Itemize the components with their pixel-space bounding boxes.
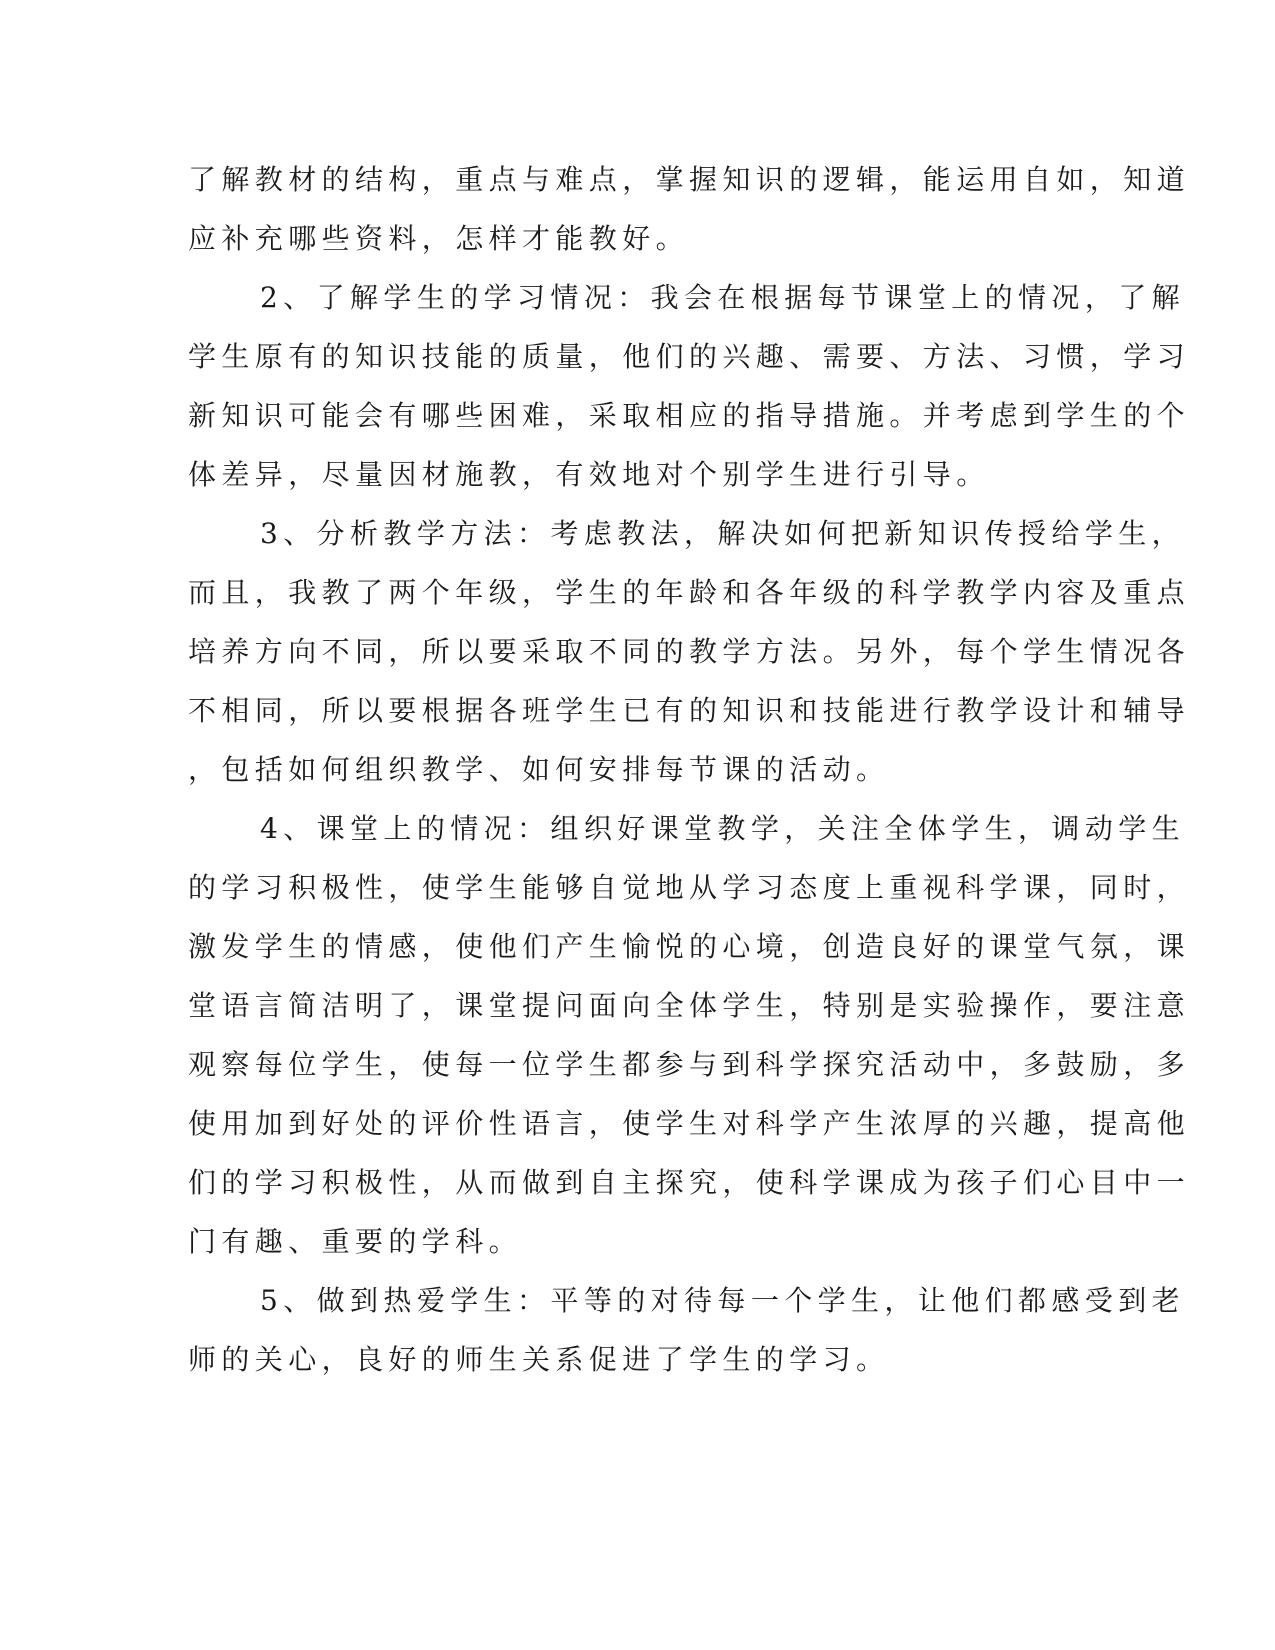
text-line: 们的学习积极性，从而做到自主探究，使科学课成为孩子们心目中一: [188, 1166, 1191, 1199]
text-line: 学生原有的知识技能的质量，他们的兴趣、需要、方法、习惯，学习: [188, 340, 1191, 373]
text-line: 师的关心，良好的师生关系促进了学生的学习。: [188, 1343, 890, 1376]
text-line: 使用加到好处的评价性语言，使学生对科学产生浓厚的兴趣，提高他: [188, 1107, 1191, 1140]
paragraph-4-first-line: 4、课堂上的情况：组织好课堂教学，关注全体学生，调动学生: [260, 812, 1186, 845]
text-line: 应补充哪些资料，怎样才能教好。: [188, 222, 690, 255]
text-line: 而且，我教了两个年级，学生的年龄和各年级的科学教学内容及重点: [188, 576, 1191, 609]
text-line: 堂语言简洁明了，课堂提问面向全体学生，特别是实验操作，要注意: [188, 989, 1191, 1022]
text-line: 的学习积极性，使学生能够自觉地从学习态度上重视科学课，同时，: [188, 871, 1191, 904]
text-line: 观察每位学生，使每一位学生都参与到科学探究活动中，多鼓励，多: [188, 1048, 1191, 1081]
text-line: 门有趣、重要的学科。: [188, 1225, 523, 1258]
paragraph-3-first-line: 3、分析教学方法：考虑教法，解决如何把新知识传授给学生，: [260, 517, 1186, 550]
paragraph-5-first-line: 5、做到热爱学生：平等的对待每一个学生，让他们都感受到老: [260, 1284, 1186, 1317]
text-line: 激发学生的情感，使他们产生愉悦的心境，创造良好的课堂气氛，课: [188, 930, 1191, 963]
text-line: 培养方向不同，所以要采取不同的教学方法。另外，每个学生情况各: [188, 635, 1191, 668]
text-line: ，包括如何组织教学、如何安排每节课的活动。: [188, 753, 890, 786]
paragraph-2-first-line: 2、了解学生的学习情况：我会在根据每节课堂上的情况，了解: [260, 281, 1186, 314]
text-line: 体差异，尽量因材施教，有效地对个别学生进行引导。: [188, 458, 990, 491]
text-line: 新知识可能会有哪些困难，采取相应的指导措施。并考虑到学生的个: [188, 399, 1191, 432]
text-line: 了解教材的结构，重点与难点，掌握知识的逻辑，能运用自如，知道: [188, 163, 1191, 196]
text-line: 不相同，所以要根据各班学生已有的知识和技能进行教学设计和辅导: [188, 694, 1191, 727]
